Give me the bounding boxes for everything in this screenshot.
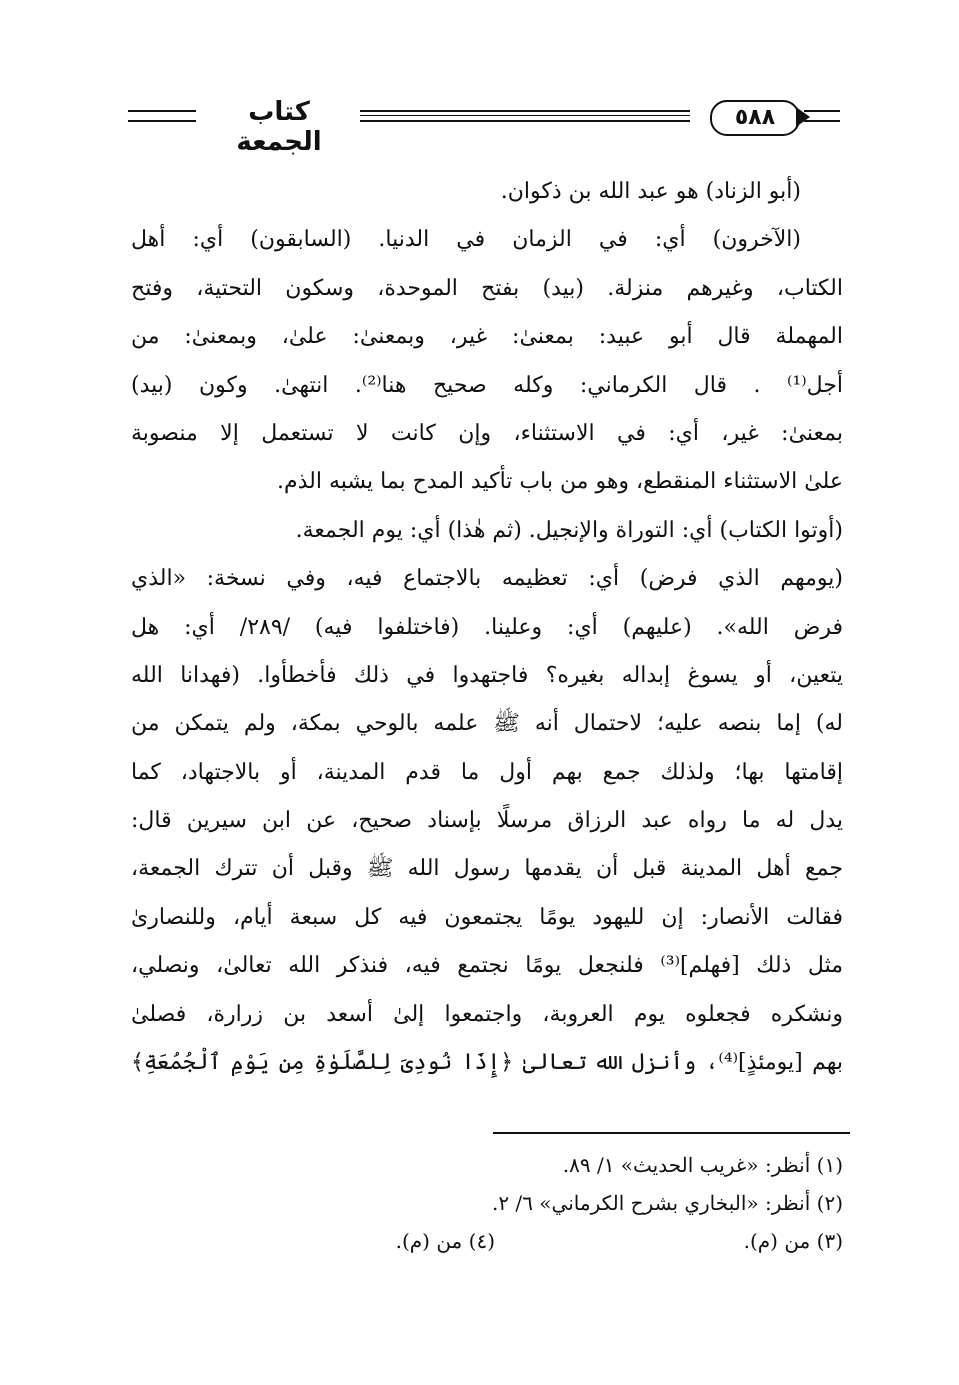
footnote-row (131, 1222, 843, 1260)
footnote-4: (٤) من (م). (395, 1229, 495, 1253)
body-line: (أبو الزناد) هو عبد الله بن ذكوان. (500, 179, 801, 204)
header-rule (360, 110, 690, 112)
body-line: يتعين، أو يسوغ إبداله بغيره؟ فاجتهدوا في ذلك فأخطأوا. (فهدانا الله (131, 662, 843, 688)
body-line: إقامتها بها؛ ولذلك جمع بهم أول ما قدم المدينة، أو بالاجتهاد، كما (131, 759, 843, 785)
body-line: أجل⁽¹⁾ . قال الكرماني: وكله صحيح هنا⁽²⁾. انتهىٰ. وكون (بيد) (131, 372, 843, 398)
book-title: كتاب الجمعة (236, 97, 322, 157)
body-line: (الآخرون) أي: في الزمان في الدنيا. (السابقون) أي: أهل (131, 227, 801, 253)
body-line: جمع أهل المدينة قبل أن يقدمها رسول الله ﷺ وقبل أن تترك الجمعة، (131, 856, 843, 882)
footnote-separator (493, 1132, 850, 1134)
body-line: ونشكره فجعلوه يوم العروبة، واجتمعوا إلىٰ أسعد بن زرارة، فصلىٰ (131, 1001, 843, 1027)
body-line: الكتاب، وغيرهم منزلة. (بيد) بفتح الموحدة، وسكون التحتية، وفتح (131, 275, 843, 301)
header-rule (128, 120, 196, 122)
header-rule (360, 120, 690, 122)
header-rule (804, 110, 840, 112)
body-line: المهملة قال أبو عبيد: بمعنىٰ: غير، وبمعنىٰ: علىٰ، وبمعنىٰ: من (131, 324, 843, 350)
body-text (131, 168, 843, 1087)
header-rule (128, 110, 196, 112)
page-header (128, 96, 840, 157)
header-rule (804, 120, 840, 122)
footnote-3: (٣) من (م). (743, 1229, 843, 1253)
body-line: بمعنىٰ: غير، أي: في الاستثناء، وإن كانت لا تستعمل إلا منصوبة (131, 420, 843, 446)
body-line: مثل ذلك [فهلم]⁽³⁾ فلنجعل يومًا نجتمع فيه، فنذكر الله تعالىٰ، ونصلي، (131, 953, 843, 979)
body-line: بهم [يومئذٍ]⁽⁴⁾، وأنزل الله تعالىٰ ﴿إِذَا نُودِىَ لِلصَّلَوٰةِ مِن يَوْمِ ٱلْجُمُعَةِ﴾ (131, 1050, 843, 1076)
body-line: (أوتوا الكتاب) أي: التوراة والإنجيل. (ثم هٰذا) أي: يوم الجمعة. (295, 517, 843, 543)
body-line: يدل له ما رواه عبد الرزاق مرسلًا بإسناد صحيح، عن ابن سيرين قال: (131, 808, 843, 834)
body-line: له) إما بنصه عليه؛ لاحتمال أنه ﷺ علمه بالوحي بمكة، ولم يتمكن من (131, 711, 843, 737)
body-line: فرض الله». (عليهم) أي: وعلينا. (فاختلفوا فيه) /٢٨٩/ أي: هل (131, 614, 843, 640)
page-number-badge: ٥٨٨ (710, 100, 800, 136)
header-rule (360, 115, 690, 116)
footnotes (131, 1146, 843, 1260)
footnote-1: (١) أنظر: «غريب الحديث» ١/ ٨٩. (562, 1153, 843, 1177)
footnote-2: (٢) أنظر: «البخاري بشرح الكرماني» ٦/ ٢. (491, 1191, 843, 1215)
body-line: فقالت الأنصار: إن لليهود يومًا يجتمعون فيه كل سبعة أيام، وللنصارىٰ (131, 904, 843, 930)
body-line: علىٰ الاستثناء المنقطع، وهو من باب تأكيد المدح بما يشبه الذم. (276, 469, 843, 495)
body-line: (يومهم الذي فرض) أي: تعظيمه بالاجتماع فيه، وفي نسخة: «الذي (131, 566, 843, 592)
